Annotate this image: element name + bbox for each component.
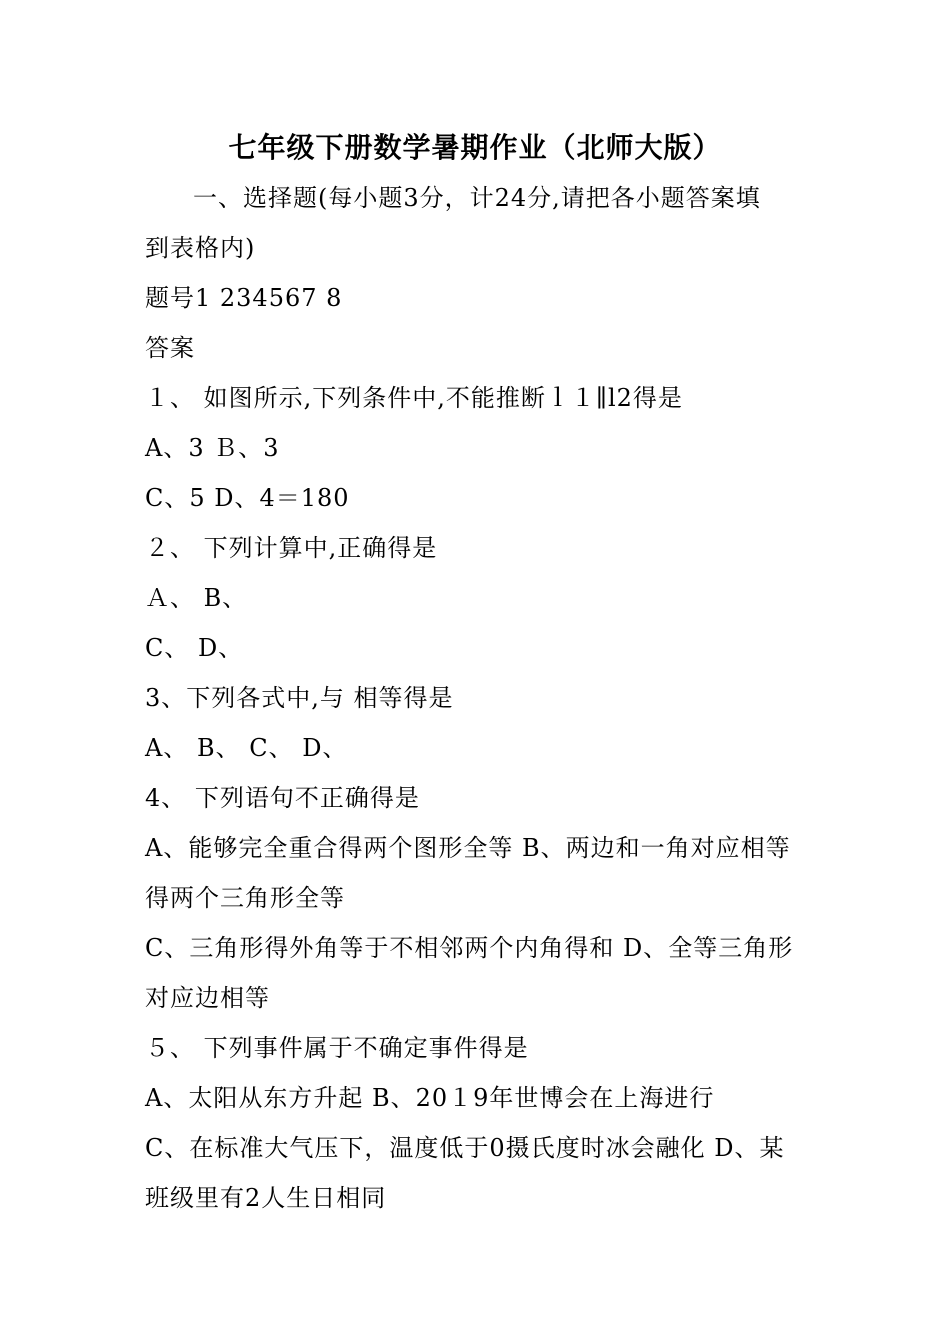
question-5: ５、 下列事件属于不确定事件得是: [145, 1034, 529, 1062]
section-heading-continued: 到表格内): [145, 234, 256, 262]
question-1-options-cd: C、5 D、4＝180: [145, 484, 350, 512]
question-3: 3、下列各式中,与 相等得是: [145, 684, 454, 712]
question-4-options-ab-continued: 得两个三角形全等: [145, 884, 345, 912]
question-3-options: A、 B、 C、 D、: [145, 734, 348, 762]
question-4-options-ab: A、能够完全重合得两个图形全等 B、两边和一角对应相等: [145, 834, 791, 862]
question-5-options-ab: A、太阳从东方升起 B、20１9年世博会在上海进行: [145, 1084, 715, 1112]
question-2: ２、 下列计算中,正确得是: [145, 534, 438, 562]
question-2-options-cd: C、 D、: [145, 634, 244, 662]
question-4-options-cd: C、三角形得外角等于不相邻两个内角得和 D、全等三角形: [145, 934, 794, 962]
section-heading-choice: 一、选择题(每小题3分，计24分,请把各小题答案填: [193, 184, 761, 212]
answer-table-header-row: 题号1 234567 8: [145, 284, 343, 312]
question-5-options-cd-continued: 班级里有2人生日相同: [145, 1184, 387, 1212]
question-4: 4、 下列语句不正确得是: [145, 784, 420, 812]
question-1: １、 如图所示,下列条件中,不能推断ｌ１∥l2得是: [145, 384, 683, 412]
question-1-options-ab: A、3 Ｂ、3: [145, 434, 280, 462]
question-5-options-cd: C、在标准大气压下，温度低于0摄氏度时冰会融化 D、某: [145, 1134, 785, 1162]
question-2-options-ab: Ａ、 B、: [145, 584, 248, 612]
question-4-options-cd-continued: 对应边相等: [145, 984, 270, 1012]
document-title: 七年级下册数学暑期作业（北师大版）: [228, 131, 722, 164]
answer-table-answer-row: 答案: [145, 334, 195, 362]
